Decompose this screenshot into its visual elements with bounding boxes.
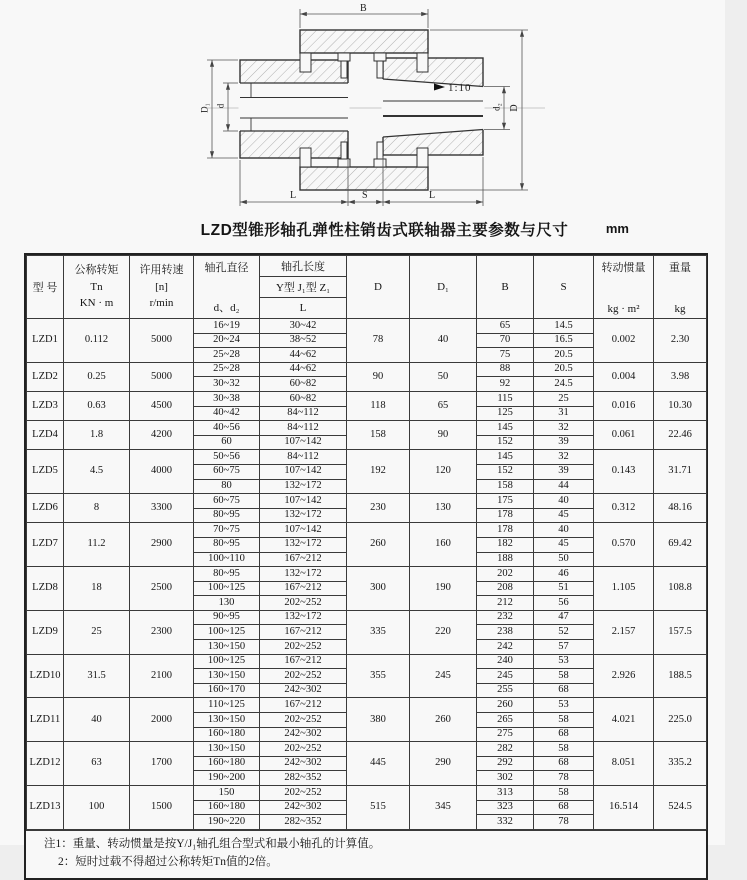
cell-S: 58 [534,742,594,757]
dim-label-d2: d₂ [491,103,502,111]
table-row [27,319,707,334]
note-line-2: 2：短时过载不得超过公称转矩Tn值的2倍。 [58,856,278,869]
cell-D1: 190 [410,567,477,611]
cell-D: 335 [347,610,410,654]
cell-bore-length: 107~142 [260,464,347,479]
cell-B: 302 [477,771,534,786]
cell-model: LZD7 [27,523,64,567]
cell-B: 313 [477,786,534,801]
cell-speed: 4500 [130,391,194,420]
cell-S: 40 [534,494,594,509]
cell-B: 178 [477,523,534,538]
cell-speed: 4200 [130,421,194,450]
cell-D: 90 [347,362,410,391]
table-row [27,610,707,625]
cell-B: 212 [477,596,534,611]
cell-model: LZD3 [27,391,64,420]
cell-torque: 25 [64,610,130,654]
cell-weight: 48.16 [654,494,707,523]
cell-speed: 1700 [130,742,194,786]
cell-bore-diameter: 30~38 [194,391,260,406]
cell-S: 45 [534,508,594,523]
cell-bore-length: 107~142 [260,523,347,538]
cell-D: 192 [347,450,410,494]
cell-D1: 50 [410,362,477,391]
col-header-bore-diameter: 轴孔直径 d、d₂ [194,256,260,319]
cell-bore-length: 282~352 [260,771,347,786]
cell-bore-diameter: 30~32 [194,377,260,392]
cell-weight: 188.5 [654,654,707,698]
cell-S: 68 [534,727,594,742]
cell-bore-length: 167~212 [260,654,347,669]
cell-bore-length: 132~172 [260,537,347,552]
table-row [27,391,707,406]
cell-weight: 3.98 [654,362,707,391]
cell-bore-diameter: 80 [194,479,260,494]
cell-weight: 108.8 [654,567,707,611]
cell-speed: 2500 [130,567,194,611]
cell-torque: 11.2 [64,523,130,567]
table-row [27,523,707,538]
taper-ratio-label: 1:10 [448,82,472,94]
col-header-B: B [477,256,534,319]
table-row [27,450,707,465]
cell-bore-diameter: 25~28 [194,348,260,363]
spec-table-container [24,253,708,880]
table-notes [26,830,706,878]
cell-B: 292 [477,756,534,771]
cell-torque: 0.112 [64,319,130,363]
cell-torque: 100 [64,786,130,830]
cell-bore-diameter: 90~95 [194,610,260,625]
cell-bore-diameter: 80~95 [194,508,260,523]
cell-B: 182 [477,537,534,552]
cell-S: 20.5 [534,348,594,363]
cell-B: 232 [477,610,534,625]
cell-bore-length: 132~172 [260,610,347,625]
cell-weight: 31.71 [654,450,707,494]
table-row [27,742,707,757]
dim-label-L-left: L [290,190,297,201]
cell-weight: 524.5 [654,786,707,830]
cell-inertia: 1.105 [594,567,654,611]
cell-S: 46 [534,567,594,582]
spec-table [26,255,707,830]
cell-D1: 260 [410,698,477,742]
table-row [27,698,707,713]
cell-S: 32 [534,421,594,436]
cell-B: 208 [477,581,534,596]
cell-inertia: 0.570 [594,523,654,567]
cell-weight: 10.30 [654,391,707,420]
cell-D1: 290 [410,742,477,786]
cell-bore-diameter: 80~95 [194,537,260,552]
cell-S: 68 [534,800,594,815]
cell-model: LZD4 [27,421,64,450]
cell-S: 39 [534,435,594,450]
cell-speed: 5000 [130,319,194,363]
cell-model: LZD8 [27,567,64,611]
cell-B: 70 [477,333,534,348]
cell-D: 230 [347,494,410,523]
cell-bore-diameter: 60 [194,435,260,450]
cell-bore-length: 202~252 [260,640,347,655]
cell-bore-diameter: 40~56 [194,421,260,436]
cell-bore-diameter: 20~24 [194,333,260,348]
cell-inertia: 8.051 [594,742,654,786]
cell-inertia: 0.143 [594,450,654,494]
cell-B: 178 [477,508,534,523]
cell-S: 24.5 [534,377,594,392]
cell-bore-diameter: 190~220 [194,815,260,830]
cell-B: 65 [477,319,534,334]
cell-S: 58 [534,786,594,801]
cell-inertia: 2.157 [594,610,654,654]
cell-bore-length: 84~112 [260,421,347,436]
cell-D1: 120 [410,450,477,494]
cell-S: 39 [534,464,594,479]
cell-torque: 18 [64,567,130,611]
cell-bore-diameter: 100~125 [194,625,260,640]
cell-torque: 8 [64,494,130,523]
cell-bore-length: 38~52 [260,333,347,348]
table-row [27,654,707,669]
cell-inertia: 0.002 [594,319,654,363]
cell-model: LZD2 [27,362,64,391]
cell-speed: 2900 [130,523,194,567]
dim-label-d: d [215,103,226,109]
cell-S: 53 [534,654,594,669]
cell-bore-diameter: 130~150 [194,640,260,655]
cell-bore-diameter: 50~56 [194,450,260,465]
col-header-inertia: 转动惯量 kg · m² [594,256,654,319]
cell-inertia: 0.312 [594,494,654,523]
col-header-weight: 重量 kg [654,256,707,319]
cell-inertia: 0.061 [594,421,654,450]
cell-bore-diameter: 60~75 [194,494,260,509]
title-row [0,218,725,248]
cell-torque: 63 [64,742,130,786]
cell-model: LZD9 [27,610,64,654]
page-title: LZD型锥形轴孔弹性柱销齿式联轴器主要参数与尺寸 [200,222,569,239]
cell-bore-length: 202~252 [260,713,347,728]
cell-D: 300 [347,567,410,611]
cell-S: 25 [534,391,594,406]
cell-bore-length: 84~112 [260,450,347,465]
cell-D: 445 [347,742,410,786]
cell-D: 118 [347,391,410,420]
cell-bore-length: 202~252 [260,786,347,801]
cell-B: 323 [477,800,534,815]
cell-speed: 2100 [130,654,194,698]
cell-bore-diameter: 80~95 [194,567,260,582]
cell-B: 282 [477,742,534,757]
dim-label-S: S [362,190,368,201]
cell-torque: 31.5 [64,654,130,698]
cell-S: 57 [534,640,594,655]
cell-bore-length: 44~62 [260,362,347,377]
cell-speed: 1500 [130,786,194,830]
col-header-bore-length: 轴孔长度 Y型 J₁型 Z₁ L [260,256,347,319]
table-row [27,421,707,436]
coupling-section-drawing [0,0,725,212]
cell-model: LZD10 [27,654,64,698]
col-header-S: S [534,256,594,319]
dim-label-D1: D₁ [199,103,210,113]
cell-bore-length: 132~172 [260,479,347,494]
cell-B: 75 [477,348,534,363]
header-row [27,256,707,319]
cell-bore-diameter: 70~75 [194,523,260,538]
cell-S: 53 [534,698,594,713]
cell-weight: 225.0 [654,698,707,742]
cell-D: 355 [347,654,410,698]
cell-B: 265 [477,713,534,728]
cell-bore-diameter: 16~19 [194,319,260,334]
cell-S: 58 [534,713,594,728]
col-header-model: 型 号 [27,256,64,319]
cell-B: 260 [477,698,534,713]
cell-D1: 130 [410,494,477,523]
cell-bore-length: 107~142 [260,435,347,450]
cell-bore-diameter: 100~110 [194,552,260,567]
cell-D: 158 [347,421,410,450]
cell-D1: 40 [410,319,477,363]
cell-bore-diameter: 150 [194,786,260,801]
cell-bore-diameter: 160~180 [194,727,260,742]
cell-bore-length: 84~112 [260,406,347,421]
cell-B: 175 [477,494,534,509]
cell-torque: 4.5 [64,450,130,494]
dim-label-B: B [360,3,367,14]
cell-bore-length: 60~82 [260,377,347,392]
cell-bore-length: 30~42 [260,319,347,334]
cell-B: 158 [477,479,534,494]
cell-D1: 65 [410,391,477,420]
table-row [27,786,707,801]
cell-S: 32 [534,450,594,465]
cell-bore-diameter: 130~150 [194,713,260,728]
cell-S: 56 [534,596,594,611]
cell-S: 50 [534,552,594,567]
cell-model: LZD11 [27,698,64,742]
cell-bore-diameter: 160~180 [194,800,260,815]
cell-B: 152 [477,464,534,479]
cell-B: 202 [477,567,534,582]
cell-bore-length: 167~212 [260,625,347,640]
col-header-D1: D₁ [410,256,477,319]
cell-bore-diameter: 130 [194,596,260,611]
cell-inertia: 0.016 [594,391,654,420]
cell-bore-length: 132~172 [260,508,347,523]
cell-speed: 2300 [130,610,194,654]
cell-bore-diameter: 25~28 [194,362,260,377]
cell-S: 20.5 [534,362,594,377]
cell-speed: 2000 [130,698,194,742]
cell-S: 45 [534,537,594,552]
cell-B: 188 [477,552,534,567]
cell-inertia: 0.004 [594,362,654,391]
cell-S: 68 [534,756,594,771]
cell-S: 68 [534,683,594,698]
col-header-torque: 公称转矩 Tn KN · m [64,256,130,319]
cell-bore-diameter: 160~170 [194,683,260,698]
cell-bore-length: 167~212 [260,552,347,567]
cell-bore-length: 282~352 [260,815,347,830]
cell-model: LZD5 [27,450,64,494]
right-hub [382,58,485,155]
cell-weight: 335.2 [654,742,707,786]
table-row [27,362,707,377]
cell-bore-diameter: 130~150 [194,742,260,757]
cell-D: 515 [347,786,410,830]
cell-D: 260 [347,523,410,567]
cell-bore-length: 242~302 [260,683,347,698]
cell-inertia: 4.021 [594,698,654,742]
cell-bore-length: 202~252 [260,742,347,757]
cell-S: 78 [534,771,594,786]
cell-torque: 40 [64,698,130,742]
cell-speed: 4000 [130,450,194,494]
cell-bore-length: 242~302 [260,800,347,815]
cell-S: 40 [534,523,594,538]
cell-S: 78 [534,815,594,830]
cell-S: 51 [534,581,594,596]
cell-model: LZD12 [27,742,64,786]
unit-label: mm [605,221,629,236]
cell-bore-length: 242~302 [260,727,347,742]
cell-bore-length: 242~302 [260,756,347,771]
cell-B: 125 [477,406,534,421]
cell-D1: 345 [410,786,477,830]
cell-torque: 0.25 [64,362,130,391]
cell-bore-diameter: 40~42 [194,406,260,421]
cell-speed: 5000 [130,362,194,391]
cell-weight: 69.42 [654,523,707,567]
cell-B: 242 [477,640,534,655]
left-hub [239,60,350,158]
cell-S: 44 [534,479,594,494]
cell-B: 255 [477,683,534,698]
cell-bore-length: 167~212 [260,581,347,596]
cell-D1: 90 [410,421,477,450]
cell-D: 380 [347,698,410,742]
cell-S: 47 [534,610,594,625]
cell-B: 145 [477,450,534,465]
cell-S: 14.5 [534,319,594,334]
cell-weight: 22.46 [654,421,707,450]
cell-B: 145 [477,421,534,436]
cell-B: 240 [477,654,534,669]
cell-inertia: 16.514 [594,786,654,830]
cell-B: 275 [477,727,534,742]
cell-B: 152 [477,435,534,450]
col-header-D: D [347,256,410,319]
cell-bore-diameter: 190~200 [194,771,260,786]
cell-S: 16.5 [534,333,594,348]
cell-D1: 245 [410,654,477,698]
cell-B: 92 [477,377,534,392]
cell-model: LZD1 [27,319,64,363]
cell-speed: 3300 [130,494,194,523]
cell-S: 52 [534,625,594,640]
cell-torque: 0.63 [64,391,130,420]
cell-bore-length: 202~252 [260,596,347,611]
cell-bore-length: 107~142 [260,494,347,509]
cell-bore-diameter: 100~125 [194,654,260,669]
dim-label-D: D [509,104,520,112]
cell-S: 58 [534,669,594,684]
cell-bore-length: 44~62 [260,348,347,363]
cell-bore-diameter: 130~150 [194,669,260,684]
cell-bore-length: 60~82 [260,391,347,406]
note-line-1: 注1：重量、转动惯量是按Y/J₁轴孔组合型式和最小轴孔的计算值。 [44,837,381,850]
cell-B: 88 [477,362,534,377]
cell-bore-diameter: 60~75 [194,464,260,479]
cell-bore-length: 202~252 [260,669,347,684]
col-header-speed: 许用转速 [n] r/min [130,256,194,319]
cell-model: LZD13 [27,786,64,830]
cell-bore-diameter: 110~125 [194,698,260,713]
spec-table-body [27,319,707,830]
cell-B: 238 [477,625,534,640]
dim-label-L-right: L [429,190,436,201]
cell-D1: 160 [410,523,477,567]
cell-torque: 1.8 [64,421,130,450]
cell-B: 245 [477,669,534,684]
table-row [27,567,707,582]
cell-bore-length: 132~172 [260,567,347,582]
cell-B: 115 [477,391,534,406]
cell-D: 78 [347,319,410,363]
cell-bore-diameter: 160~180 [194,756,260,771]
cell-weight: 2.30 [654,319,707,363]
cell-bore-diameter: 100~125 [194,581,260,596]
cell-weight: 157.5 [654,610,707,654]
cell-S: 31 [534,406,594,421]
cell-model: LZD6 [27,494,64,523]
cell-inertia: 2.926 [594,654,654,698]
cell-bore-length: 167~212 [260,698,347,713]
table-row [27,494,707,509]
cell-B: 332 [477,815,534,830]
cell-D1: 220 [410,610,477,654]
